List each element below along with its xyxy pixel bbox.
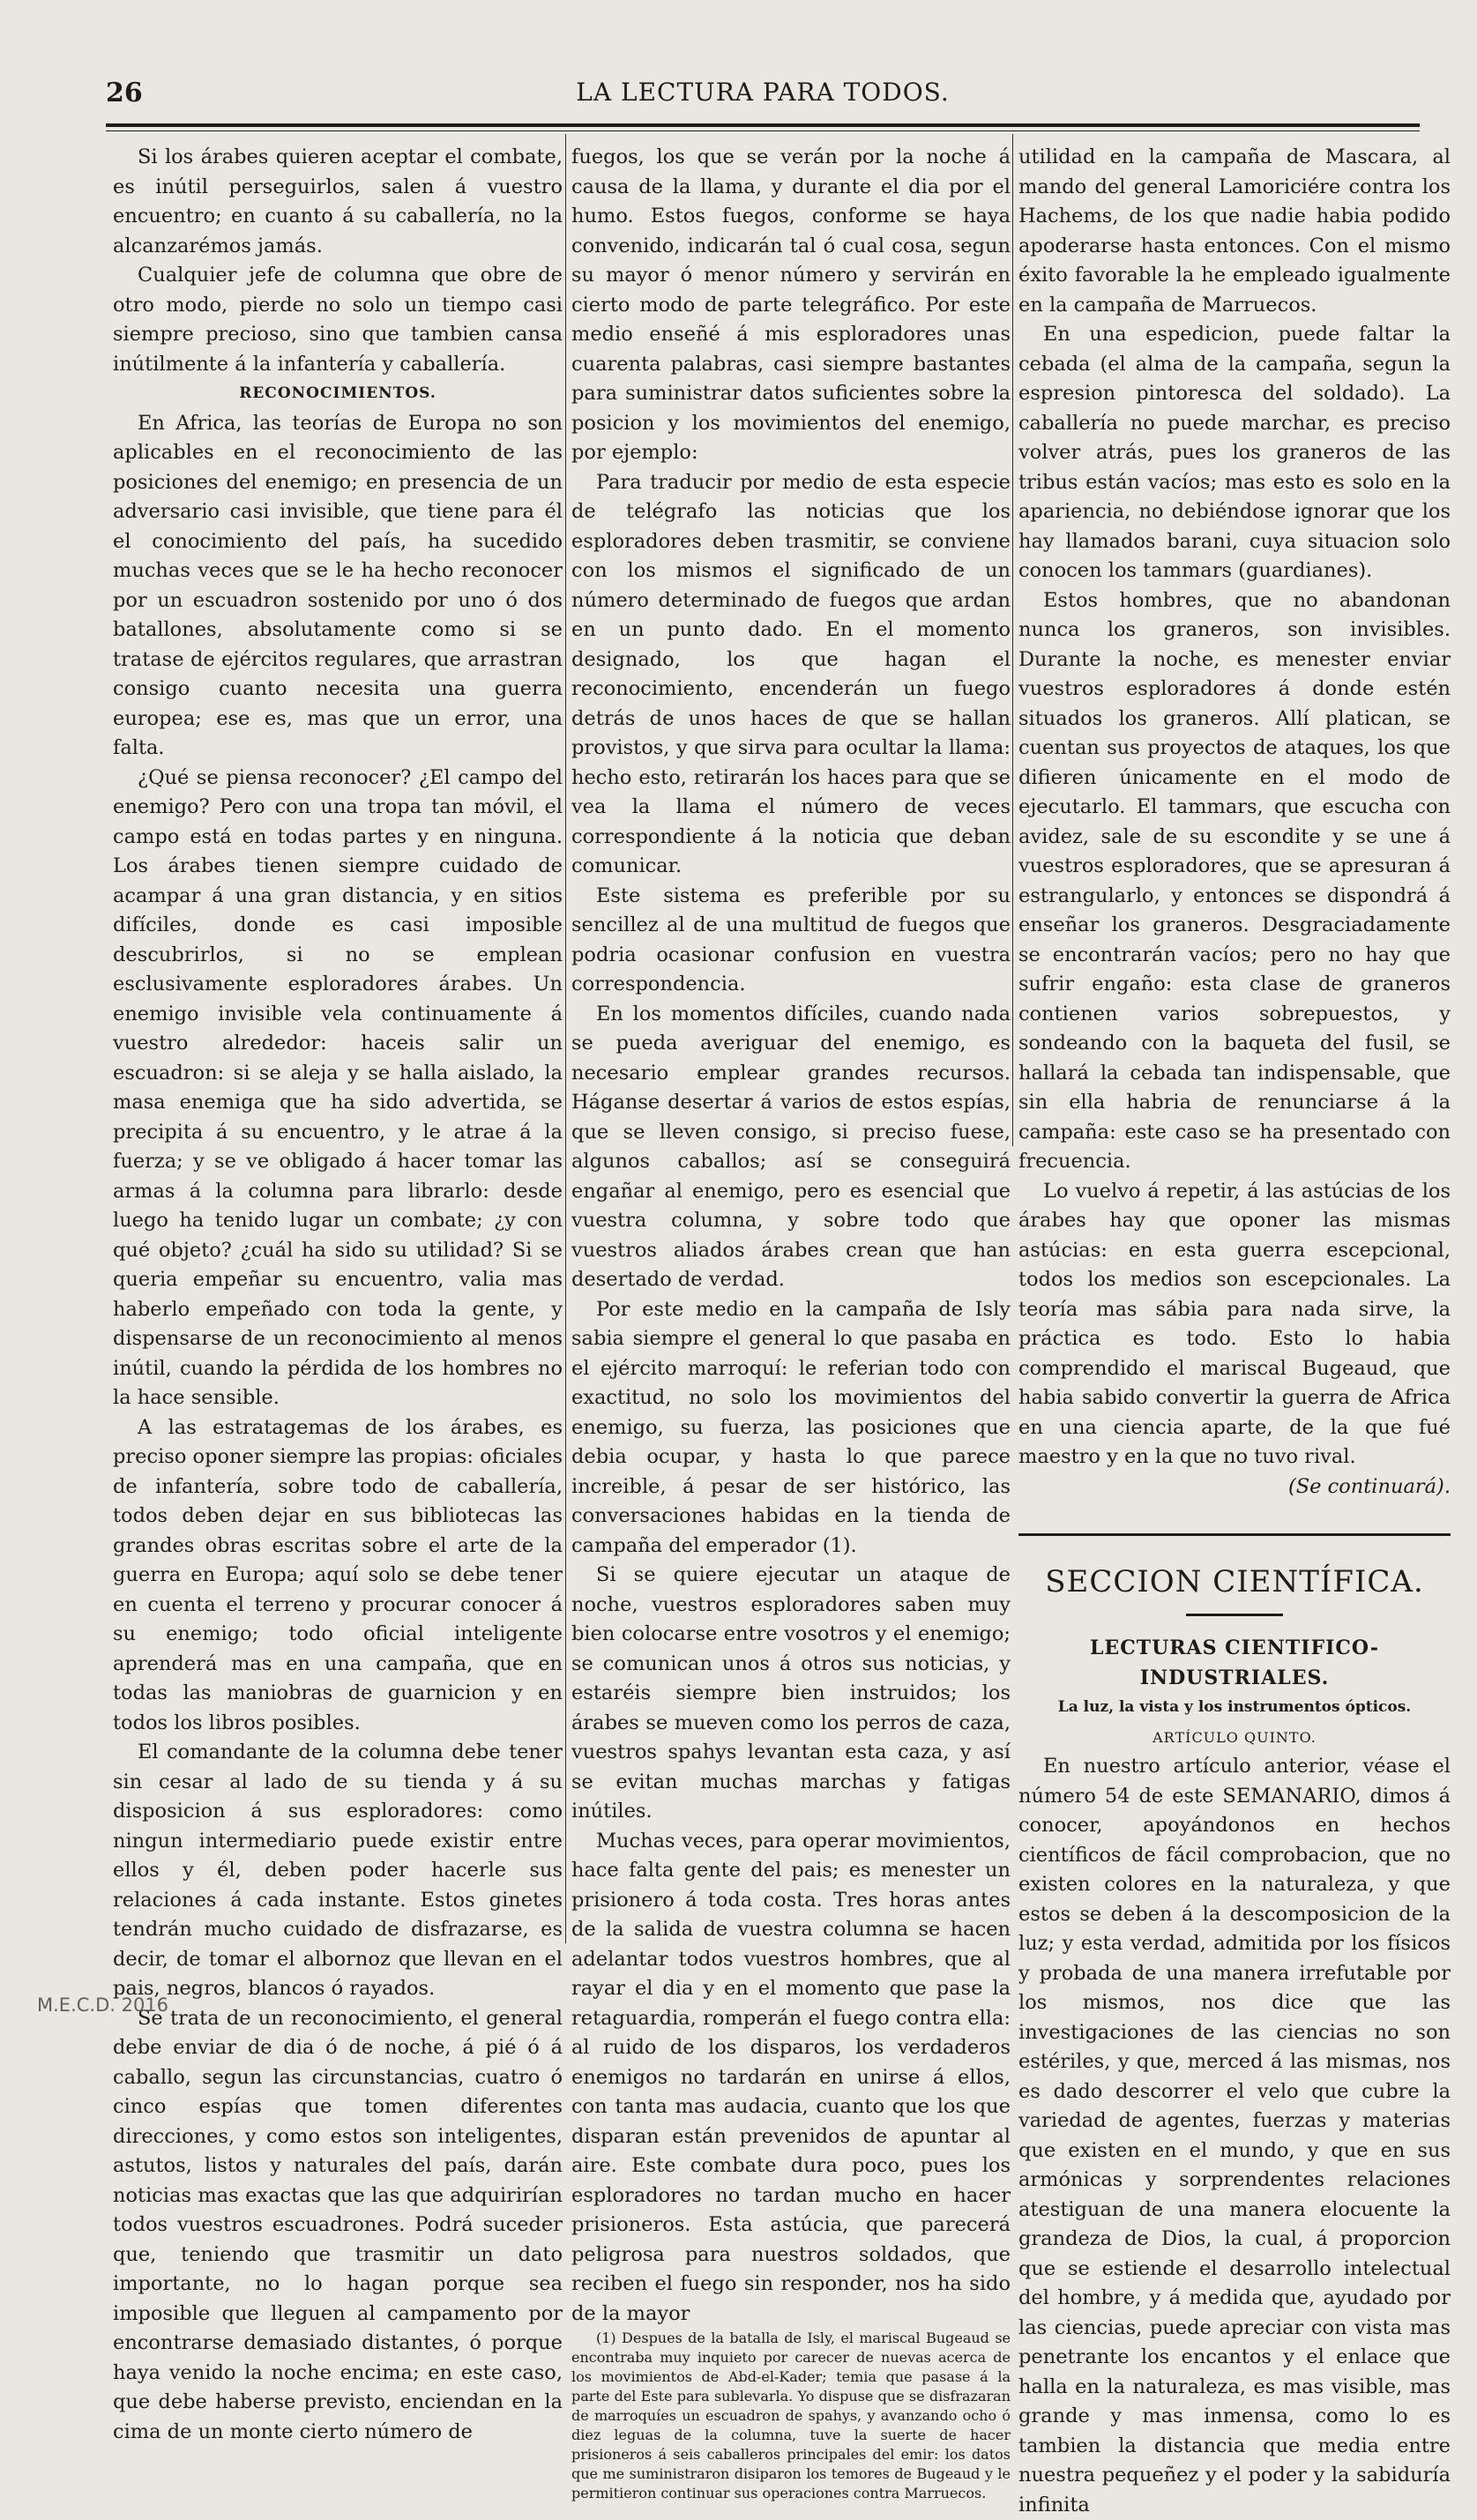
section-heading: RECONOCIMIENTOS. bbox=[239, 384, 436, 402]
article-number: ARTÍCULO QUINTO. bbox=[1153, 1728, 1317, 1746]
page-number: 26 bbox=[106, 78, 143, 108]
paragraph: Cualquier jefe de columna que obre de otro modo, pierde no solo un tiempo casi siempre precioso, sino que tambien cansa inútilmente á la infantería y caballería. bbox=[113, 264, 563, 376]
running-title: LA LECTURA PARA TODOS. bbox=[576, 78, 950, 107]
paragraph: utilidad en la campaña de Mascara, al mando del general Lamoriciére contra los Hachems, de los que nadie habia podido apoderarse hasta entonces. Con el mismo éxito favorable la he empleado igualmente en la campaña de Marruecos. bbox=[1018, 145, 1451, 317]
header-rule bbox=[106, 123, 1420, 127]
paragraph: En Africa, las teorías de Europa no son aplicables en el reconocimiento de las posiciones del enemigo; en presencia de un adversario casi invisible, que tiene para él el conocimiento del país, ha sucedido muchas veces que se le ha hecho reconocer por un escuadron sostenido por uno ó dos batallones, absolutamente como si se tratase de ejércitos regulares, que arrastran consigo cuanto necesita una guerra europea; ese es, mas que un error, una falta. bbox=[113, 411, 563, 759]
header-rule-thin bbox=[106, 130, 1420, 131]
watermark: M.E.C.D. 2016 bbox=[37, 1994, 169, 2016]
page-header bbox=[106, 78, 1420, 113]
paragraph: fuegos, los que se verán por la noche á causa de la llama, y durante el dia por el humo. Estos fuegos, conforme se haya convenido, indicarán tal ó cual cosa, segun su mayor ó menor número y servirán en cierto modo de parte telegráfico. Por este medio enseñé á mis esploradores unas cuarenta palabras, casi siempre bastantes para suministrar datos suficientes sobre la posicion y los movimientos del enemigo, por ejemplo: bbox=[571, 145, 1011, 464]
paragraph: Para traducir por medio de esta especie de telégrafo las noticias que los esploradores deben trasmitir, se conviene con los mismos el significado de un número determinado de fuegos que ardan en un punto dado. En el momento designado, los que hagan el reconocimiento, encenderán un fuego detrás de unos haces de que se hallan provistos, y que sirva para ocultar la llama: hecho esto, retirarán los haces para que se vea la llama el número de veces correspondiente á la noticia que deban comunicar. bbox=[571, 470, 1011, 877]
column-divider bbox=[565, 134, 566, 1943]
section-title-underline bbox=[1186, 1614, 1283, 1616]
paragraph: Este sistema es preferible por su sencillez al de una multitud de fuegos que podria ocasionar confusion en vuestra correspondencia. bbox=[571, 883, 1011, 995]
section-title: SECCION CIENTÍFICA. bbox=[1045, 1564, 1424, 1599]
paragraph: Muchas veces, para operar movimientos, hace falta gente del pais; es menester un prisionero á toda costa. Tres horas antes de la salida de vuestra columna se hacen adelantar todos vuestros hombres, que al rayar el dia y en el momento que pase la retaguardia, romperán el fuego contra ella: al ruido de los disparos, los verdaderos enemigos no tardarán en unirse á ellos, con tanta mas audacia, cuanto que los que disparan están prevenidos de apuntar al aire. Este combate dura poco, pues los esploradores no tardan mucho en hacer prisioneros. Esta astúcia, que parecerá peligrosa para nuestros soldados, que reciben el fuego sin responder, nos ha sido de la mayor bbox=[571, 1829, 1011, 2325]
paragraph: Lo vuelvo á repetir, á las astúcias de los árabes hay que oponer las mismas astúcias: en esta guerra escepcional, todos los medios son escepcionales. La teoría mas sábia para nada sirve, la práctica es todo. Esto lo habia comprendido el mariscal Bugeaud, que habia sabido convertir la guerra de Africa en una ciencia aparte, de la que fué maestro y en la que no tuvo rival. bbox=[1018, 1179, 1451, 1468]
article-subtitle: La luz, la vista y los instrumentos ópticos. bbox=[1057, 1698, 1412, 1716]
section-rule bbox=[1018, 1533, 1451, 1536]
paragraph: Por este medio en la campaña de Isly sabia siempre el general lo que pasaba en el ejército marroquí: le referian todo con exactitud, no solo los movimientos del enemigo, su fuerza, las posiciones que debia ocupar, y hasta lo que parece increible, á pesar de ser histórico, las conversaciones habidas en la tienda de campaña del emperador (1). bbox=[571, 1297, 1011, 1557]
column-2 bbox=[571, 143, 1011, 2503]
footnote: (1) Despues de la batalla de Isly, el mariscal Bugeaud se encontraba muy inquieto por carecer de nuevas acerca de los movimientos de Abd-el-Kader; temia que pasase á la parte del Este para sublevarla. Yo dispuse que se disfrazaran de marroquíes un escuadron de spahys, y avanzando ocho ó diez leguas de la columna, tuve la suerte de hacer prisioneros á seis caballeros principales del emir: los datos que me suministraron disiparon los temores de Bugeaud y le permitieron continuar sus operaciones contra Marruecos. bbox=[571, 2330, 1011, 2501]
paragraph: Se trata de un reconocimiento, el general debe enviar de dia ó de noche, á pié ó á caballo, segun las circunstancias, cuatro ó cinco espías que tomen diferentes direcciones, y como estos son inteligentes, astutos, listos y naturales del país, darán noticias mas exactas que las que adquirirían todos vuestros escuadrones. Podrá suceder que, teniendo que trasmitir un dato importante, no lo hagan porque sea imposible que lleguen al campamento por encontrarse demasiado distantes, ó porque haya venido la noche encima; en este caso, que debe haberse previsto, enciendan en la cima de un monte cierto número de bbox=[113, 2006, 563, 2443]
paragraph: En una espedicion, puede faltar la cebada (el alma de la campaña, segun la espresion pintoresca del soldado). La caballería no puede marchar, es preciso volver atrás, pues los graneros de las tribus están vacíos; mas esto es solo en la apariencia, no debiéndose ignorar que los hay llamados barani, cuya situacion solo conocen los tammars (guardianes). bbox=[1018, 323, 1451, 582]
paragraph: En nuestro artículo anterior, véase el número 54 de este SEMANARIO, dimos á conocer, apoyándonos en hechos científicos de fácil comprobacion, que no existen colores en la naturaleza, y que estos se deben á la descomposicion de la luz; y esta verdad, admitida por los físicos y probada de una manera irrefutable por los mismos, nos dice que las investigaciones de las ciencias no son estériles, y que, merced á las mismas, nos es dado descorrer el velo que cubre la variedad de agentes, fuerzas y materias que existen en el mundo, y que en sus armónicas y sorprendentes relaciones atestiguan de una manera elocuente la grandeza de Dios, la cual, á proporcion que se estiende el desarrollo intelectual del hombre, y á medida que, ayudado por las ciencias, puede apreciar con vista mas penetrante los encantos y el enlace que halla en la naturaleza, es mas visible, mas grande y mas inmensa, como lo es tambien la distancia que media entre nuestra pequeñez y el poder y la sabiduría infinita bbox=[1018, 1755, 1451, 2516]
paragraph: Estos hombres, que no abandonan nunca los graneros, son invisibles. Durante la noche, es menester enviar vuestros esploradores á donde estén situados los graneros. Allí platican, se cuentan sus proyectos de ataques, los que difieren únicamente en el modo de ejecutarlo. El tammars, que escucha con avidez, sale de su escondite y se une á vuestros esploradores, que se apresuran á estrangularlo, y entonces se dispondrá á enseñar los graneros. Desgraciadamente se encontrarán vacíos; pero no hay que sufrir engaño: esta clase de graneros contienen varios sobrepuestos, y sondeando con la baqueta del fusil, se hallará la cebada tan indispensable, que sin ella habria de renunciarse á la campaña: este caso se ha presentado con frecuencia. bbox=[1018, 588, 1451, 1173]
column-3 bbox=[1018, 143, 1451, 2520]
paragraph: Si los árabes quieren aceptar el combate, es inútil perseguirlos, salen á vuestro encuentro; en cuanto á su caballería, no la alcanzarémos jamás. bbox=[113, 145, 563, 257]
paragraph: En los momentos difíciles, cuando nada se pueda averiguar del enemigo, es necesario emplear grandes recursos. Háganse desertar á varios de estos espías, que se lleven consigo, si preciso fuese, algunos caballos; así se conseguirá engañar al enemigo, pero es esencial que vuestra columna, y sobre todo que vuestros aliados árabes crean que han desertado de verdad. bbox=[571, 1002, 1011, 1291]
paragraph: Si se quiere ejecutar un ataque de noche, vuestros esploradores saben muy bien colocarse entre vosotros y el enemigo; se comunican unos á otros sus noticias, y estaréis siempre bien instruidos; los árabes se mueven como los perros de caza, vuestros spahys levantan esta caza, y así se evitan muchas marchas y fatigas inútiles. bbox=[571, 1563, 1011, 1823]
paragraph: A las estratagemas de los árabes, es preciso oponer siempre las propias: oficiales de infantería, sobre todo de caballería, todos deben dejar en sus bibliotecas las grandes obras escritas sobre el arte de la guerra en Europa; aquí solo se debe tener en cuenta el terreno y procurar conocer á su enemigo; todo oficial inteligente aprenderá mas en una campaña, que en todas las maniobras de guarnicion y en todos los libros posibles. bbox=[113, 1415, 563, 1734]
paragraph: ¿Qué se piensa reconocer? ¿El campo del enemigo? Pero con una tropa tan móvil, el campo está en todas partes y en ninguna. Los árabes tienen siempre cuidado de acampar á una gran distancia, y en sitios difíciles, donde es casi imposible descubrirlos, si no se emplean esclusivamente esploradores árabes. Un enemigo invisible vela continuamente á vuestro alrededor: haceis salir un escuadron: si se aleja y se halla aislado, la masa enemiga que ha sido advertida, se precipita á su encuentro, y le atrae á la fuerza; y se ve obligado á hacer tomar las armas á la columna para librarlo: desde luego ha tenido lugar un combate; ¿y con qué objeto? ¿cuál ha sido su utilidad? Si se queria empeñar su encuentro, valia mas haberlo empeñado con toda la gente, y dispensarse de un reconocimiento al menos inútil, cuando la pérdida de los hombres no la hace sensible. bbox=[113, 765, 563, 1409]
column-divider bbox=[1012, 134, 1013, 1146]
paragraph: El comandante de la columna debe tener sin cesar al lado de su tienda y á su disposicion á sus esploradores: como ningun intermediario puede existir entre ellos y él, deben poder hacerle sus relaciones á cada instante. Estos ginetes tendrán mucho cuidado de disfrazarse, es decir, de tomar el albornoz que llevan en el pais, negros, blancos ó rayados. bbox=[113, 1741, 563, 2000]
article-series-title: LECTURAS CIENTIFICO-INDUSTRIALES. bbox=[1089, 1637, 1380, 1689]
column-1 bbox=[113, 143, 563, 2447]
continuation-note: (Se continuará). bbox=[1287, 1474, 1451, 1498]
